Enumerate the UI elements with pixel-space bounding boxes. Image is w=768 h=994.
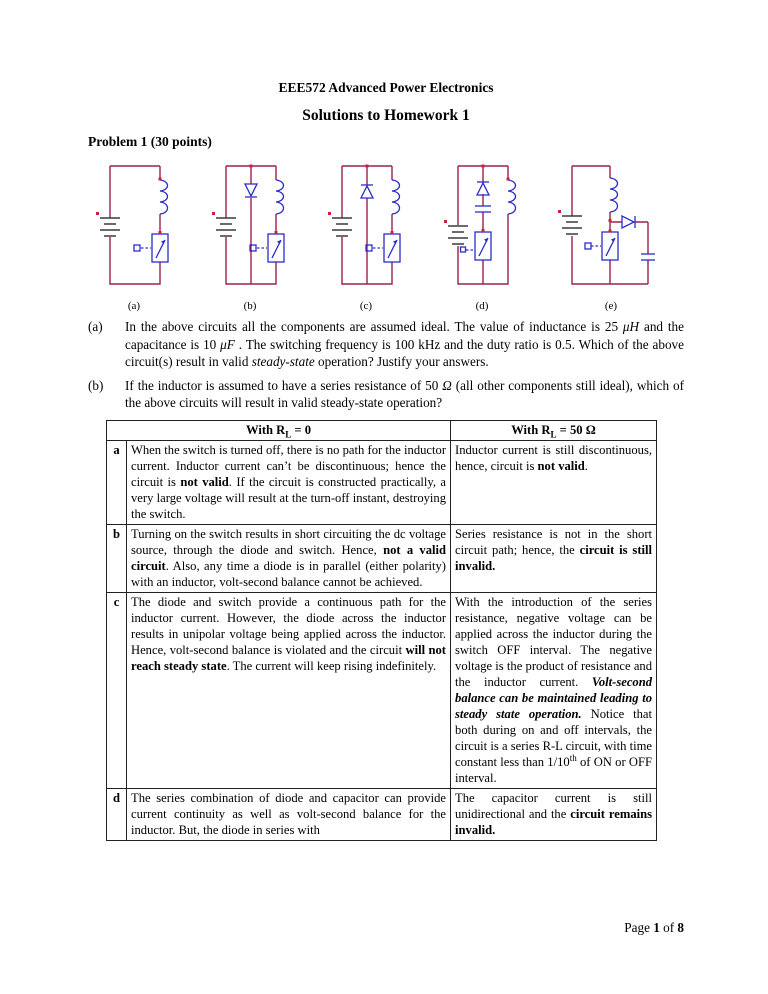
node-dot xyxy=(444,220,447,223)
circuit-a-label: (a) xyxy=(127,300,141,312)
switch-icon xyxy=(366,234,400,262)
row-c-right-cell: With the introduction of the series resistance, negative voltage can be applied across the inductor during the switch OFF interval. The negative voltage is the product of resistance and the inductor current. Volt-second balance can be maintained leading to steady state operation. Notice that both during on and off intervals, the circuit is a series R-L circuit, with time constant less than 1/10th of ON or OFF interval. xyxy=(451,592,657,788)
doc-subtitle: Solutions to Homework 1 xyxy=(302,107,470,124)
circuit-a-diagram xyxy=(88,154,180,294)
node-dot xyxy=(275,231,278,234)
node-dot xyxy=(609,230,612,233)
paragraph-a xyxy=(88,318,684,371)
node-dot xyxy=(391,231,394,234)
node-dot xyxy=(212,212,215,215)
circuit-c xyxy=(320,154,412,312)
inductor-icon xyxy=(392,180,400,214)
inductor-icon xyxy=(276,180,284,214)
circuit-d xyxy=(436,154,528,312)
paragraph-b-text: If the inductor is assumed to have a series resistance of 50 Ω (all other components still ideal), which of the above circuits will result in valid steady-state operation? xyxy=(125,377,685,410)
table-header-rl50: With $R_L = 50$ Ω xyxy=(451,420,657,440)
dc-source-icon xyxy=(100,218,120,236)
node-dot xyxy=(96,212,99,215)
capacitor-icon xyxy=(475,206,491,212)
row-b-left-cell: Turning on the switch results in short circuiting the dc voltage source, through the diode and switch. Hence, not a valid circuit. Also, any time a diode is in parallel (either polarity) with an inductor, volt-second balance cannot be achieved. xyxy=(127,524,451,592)
row-label: d xyxy=(107,788,127,840)
switch-icon xyxy=(585,232,618,260)
node-dot xyxy=(159,231,162,234)
circuit-d-diagram xyxy=(436,154,528,294)
circuit-diagrams xyxy=(88,154,670,312)
table-header-row xyxy=(107,420,657,440)
dc-source-icon xyxy=(448,226,468,244)
table-header-rl0: With $R_L = 0$ xyxy=(107,420,451,440)
node-dot xyxy=(482,229,485,232)
node-dot xyxy=(328,212,331,215)
circuit-a xyxy=(88,154,180,312)
node-dot xyxy=(250,165,253,168)
node-dot xyxy=(366,165,369,168)
switch-icon xyxy=(134,234,168,262)
paragraph-b xyxy=(88,377,684,412)
circuit-b-label: (b) xyxy=(243,300,257,312)
row-a-left-cell: When the switch is turned off, there is no path for the inductor current. Inductor current can’t be discontinuous; hence the circuit is not valid. If the circuit is constructed practically, a very large voltage will result at the turn-off instant, destroying the switch. xyxy=(127,440,451,524)
doc-title: EEE572 Advanced Power Electronics xyxy=(278,80,494,95)
page-footer: Page 1 of 8 xyxy=(624,920,684,935)
paragraph-b-label: (b) xyxy=(88,377,104,393)
circuit-d-label: (d) xyxy=(475,300,489,312)
circuit-c-label: (c) xyxy=(359,300,373,312)
dc-source-icon xyxy=(562,216,582,234)
switch-icon xyxy=(250,234,284,262)
row-a-right-cell: Inductor current is still discontinuous, hence, circuit is not valid. xyxy=(451,440,657,524)
problem-heading: Problem 1 (30 points) xyxy=(88,134,212,149)
table-row-b xyxy=(107,524,657,592)
circuit-c-diagram xyxy=(320,154,412,294)
wire xyxy=(342,166,392,284)
node-dot xyxy=(159,178,162,181)
diode-up-icon xyxy=(361,185,373,198)
table-row-a xyxy=(107,440,657,524)
node-dot xyxy=(507,178,510,181)
wire xyxy=(572,166,648,284)
capacitor-icon xyxy=(641,254,655,260)
row-b-right-cell: Series resistance is not in the short circuit path; hence, the circuit is still invalid. xyxy=(451,524,657,592)
solutions-table xyxy=(106,420,657,841)
table-row-d xyxy=(107,788,657,840)
row-c-left-cell: The diode and switch provide a continuous path for the inductor current. However, the diode across the inductor results in unipolar voltage being applied across the inductor. Hence, volt-second balance is violated and the circuit will not reach steady state. The current will keep rising indefinitely. xyxy=(127,592,451,788)
node-dot xyxy=(482,165,485,168)
diode-up-icon xyxy=(477,182,489,195)
page-content xyxy=(88,80,684,841)
circuit-e xyxy=(552,154,670,312)
inductor-icon xyxy=(508,180,516,214)
dc-source-icon xyxy=(332,218,352,236)
circuit-b-diagram xyxy=(204,154,296,294)
table-row-c xyxy=(107,592,657,788)
node-dot xyxy=(609,219,612,222)
wire xyxy=(110,166,160,284)
dc-source-icon xyxy=(216,218,236,236)
switch-icon xyxy=(461,232,492,260)
inductor-icon xyxy=(160,180,168,214)
circuit-b xyxy=(204,154,296,312)
node-dot xyxy=(558,210,561,213)
circuit-e-label: (e) xyxy=(604,300,618,312)
paragraph-a-label: (a) xyxy=(88,319,103,334)
row-label: c xyxy=(107,592,127,788)
circuit-e-diagram xyxy=(552,154,670,294)
row-label: b xyxy=(107,524,127,592)
diode-down-icon xyxy=(245,184,257,197)
row-d-right-cell: The capacitor current is still unidirectional and the circuit remains invalid. xyxy=(451,788,657,840)
diode-right-icon xyxy=(622,216,635,228)
paragraph-a-text: In the above circuits all the components are assumed ideal. The value of inductance is 25 μH and the capacitance is 10 μF . The switching frequency is 100 kHz and the duty ratio is 0.5. Which of the above circuit(s) result in valid steady-state operation? Justify your answers. xyxy=(125,319,684,369)
row-label: a xyxy=(107,440,127,524)
row-d-left-cell: The series combination of diode and capacitor can provide current continuity as well as volt-second balance for the inductor. But, the diode in series with xyxy=(127,788,451,840)
inductor-icon xyxy=(610,178,618,212)
